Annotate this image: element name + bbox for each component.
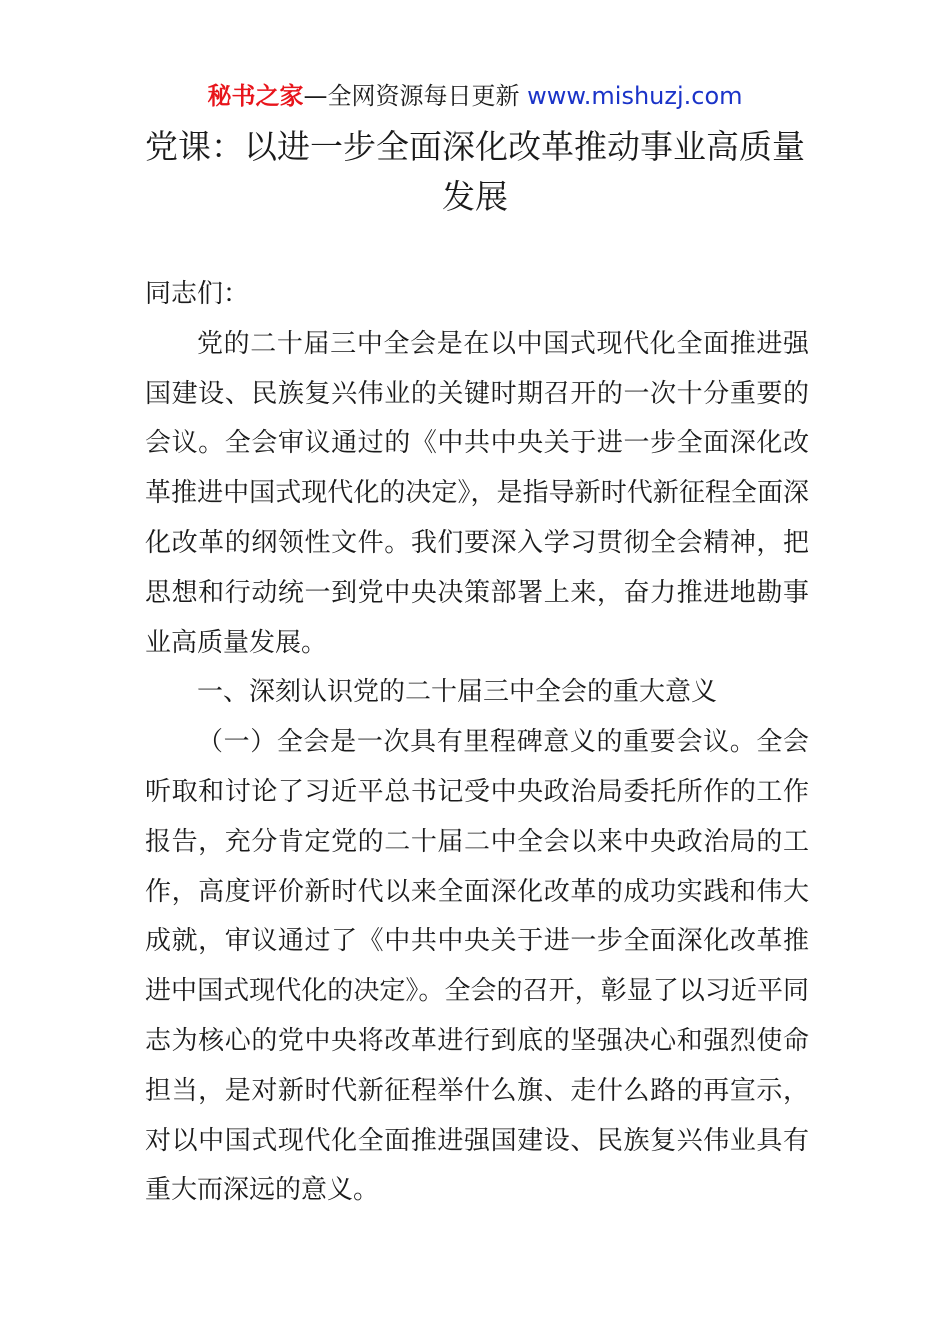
document-title: 党课：以进一步全面深化改革推动事业高质量发展 [145, 127, 805, 216]
paragraph-intro: 党的二十届三中全会是在以中国式现代化全面推进强国建设、民族复兴伟业的关键时期召开的一次十分重要的会议。全会审议通过的《中共中央关于进一步全面深化改革推进中国式现代化的决定》，是指导新时代新征程全面深化改革的纲领性文件。我们要深入学习贯彻全会精神，把思想和行动统一到党中央决策部署上来，奋力推进地勘事业高质量发展。 [145, 328, 809, 658]
salutation: 同志们： [145, 279, 250, 309]
paragraph-section-1-1: （一）全会是一次具有里程碑意义的重要会议。全会听取和讨论了习近平总书记受中央政治局委托所作的工作报告，充分肯定党的二十届二中全会以来中央政治局的工作，高度评价新时代以来全面深化改革的成功实践和伟大成就，审议通过了《中共中央关于进一步全面深化改革推进中国式现代化的决定》。全会的召开，彰显了以习近平同志为核心的党中央将改革进行到底的坚强决心和强烈使命担当，是对新时代新征程举什么旗、走什么路的再宣示，对以中国式现代化全面推进强国建设、民族复兴伟业具有重大而深远的意义。 [145, 727, 809, 1206]
header-tagline: —全网资源每日更新 [303, 82, 520, 110]
site-url-link[interactable]: www.mishuzj.com [527, 82, 743, 110]
document-body [145, 270, 809, 1216]
site-header [0, 80, 950, 112]
brand-name: 秘书之家 [207, 82, 304, 110]
section-heading-1: 一、深刻认识党的二十届三中全会的重大意义 [197, 677, 718, 708]
